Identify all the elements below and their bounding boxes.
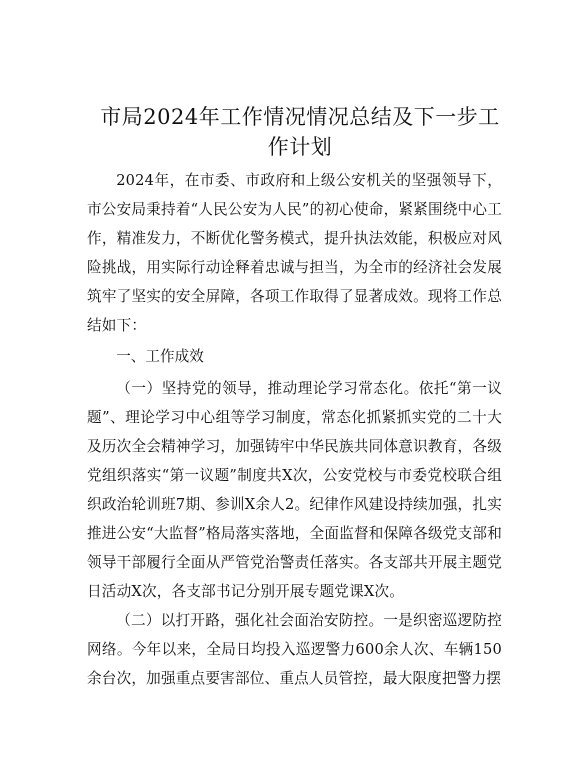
paragraph-party-leadership: （一）坚持党的领导，推动理论学习常态化。依托“第一议题”、理论学习中心组等学习制度，常态化抓紧抓实党的二十大及历次全会精神学习，加强铸牢中华民族共同体意识教育，各级党组织落实“第一议题”制度共X次，公安党校与市委党校联合组织政治轮训班7期、参训X余人2。纪律作风建设持续加强，扎实推进公安“大监督”格局落实落地，全面监督和保障各级党支部和领导干部履行全面从严管党治警责任落实。各支部共开展主题党日活动X次，各支部书记分别开展专题党课X次。 [87,380,502,600]
paragraph-public-security: （二）以打开路，强化社会面治安防控。一是织密巡逻防控网络。今年以来，全局日均投入巡逻警力600余人次、车辆150余台次，加强重点要害部位、重点人员管控，最大限度把警力摆 [87,612,502,687]
document-title: 市局2024年工作情况情况总结及下一步工作计划 [100,105,500,159]
intro-paragraph: 2024年，在市委、市政府和上级公安机关的坚强领导下，市公安局秉持着“人民公安为人民”的初心使命，紧紧围绕中心工作，精准发力，不断优化警务模式，提升执法效能，积极应对风险挑战，用实际行动诠释着忠诚与担当，为全市的经济社会发展筑牢了坚实的安全屏障，各项工作取得了显著成效。现将工作总结如下： [87,172,502,334]
document-body [87,166,502,693]
section-heading-work-results: 一、工作成效 [116,348,204,365]
